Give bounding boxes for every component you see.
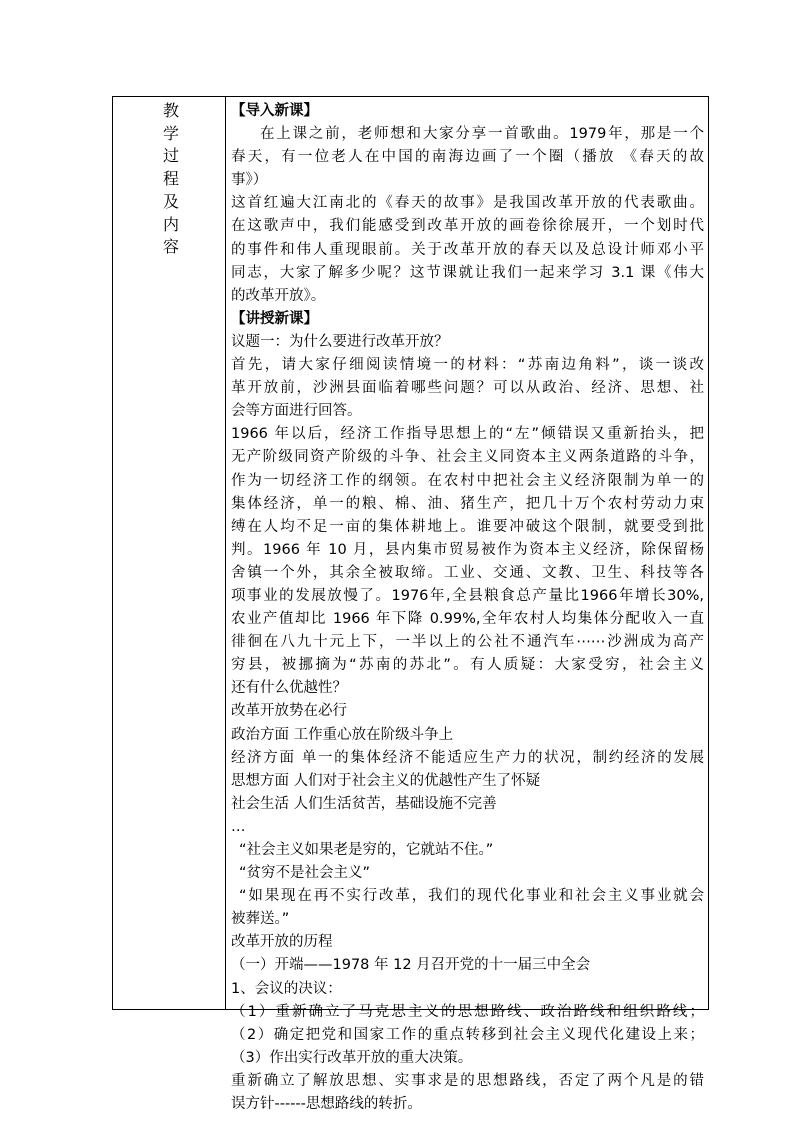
text-line: 农业产值却比 1966 年下降 0.99%,全年农村人均集体分配收入一直 [231, 611, 704, 628]
section-label-char: 学 [162, 123, 179, 143]
lesson-table [112, 96, 709, 1113]
text-line: （一）开端——1978 年 12 月召开党的十一届三中全会 [231, 957, 591, 974]
section-label-char: 过 [162, 146, 179, 166]
text-line: 事》） [231, 172, 268, 189]
text-line: 1966 年以后，经济工作指导思想上的“左”倾错误又重新抬头，把 [231, 426, 704, 443]
text-line: “如果现在再不实行改革，我们的现代化事业和社会主义事业就会 [239, 888, 704, 905]
text-line: 还有什么优越性？ [231, 680, 347, 697]
text-line: 的改革开放》。 [231, 287, 326, 304]
lesson-content [231, 100, 704, 1116]
text-line: 在上课之前，老师想和大家分享一首歌曲。1979年，那是一个 [260, 126, 704, 143]
section-label-cell [113, 97, 225, 1009]
column-divider [225, 97, 226, 1009]
text-line: （1）重新确立了马克思主义的思想路线、政治路线和组织路线； [231, 1003, 704, 1020]
text-line: 同志，大家了解多少呢？这节课就让我们一起来学习 3.1 课《伟大 [231, 264, 704, 281]
text-line: 舍镇一个外，其余全被取缔。工业、交通、文教、卫生、科技等各 [231, 564, 704, 581]
text-line: （3）作出实行改革开放的重大决策。 [231, 1049, 473, 1066]
text-line: 穷县，被挪摘为“苏南的苏北”。有人质疑：大家受穷，社会主义 [231, 657, 704, 674]
section-label-char: 及 [162, 191, 179, 211]
section-label-char: 容 [162, 237, 179, 257]
text-line: 经济方面 单一的集体经济不能适应生产力的状况，制约经济的发展 [231, 749, 704, 766]
text-line: 议题一：为什么要进行改革开放？ [231, 333, 449, 350]
text-line: 误方针------思想路线的转折。 [231, 1096, 422, 1113]
text-line: “社会主义如果老是穷的，它就站不住。” [239, 842, 494, 858]
text-line: 会等方面进行回答。 [231, 403, 362, 420]
section-label-char: 程 [162, 169, 179, 189]
section-label-char: 内 [162, 214, 179, 234]
text-line: 改革开放势在必行 [231, 703, 347, 720]
text-line: 春天，有一位老人在中国的南海边画了一个圈（播放 《春天的故 [231, 149, 704, 166]
text-line: 被葬送。” [231, 911, 290, 928]
section-heading: 【讲授新课】 [231, 310, 318, 327]
text-line: （2）确定把党和国家工作的重点转移到社会主义现代化建设上来； [231, 1026, 704, 1043]
text-line: 判。1966 年 10 月，县内集市贸易被作为资本主义经济，除保留杨 [231, 541, 704, 558]
text-line: 革开放前，沙洲县面临着哪些问题？可以从政治、经济、思想、社 [231, 380, 704, 397]
text-line: 集体经济，单一的粮、棉、油、猪生产，把几十万个农村劳动力束 [231, 495, 704, 512]
text-line: 作为一切经济工作的纲领。在农村中把社会主义经济限制为单一的 [231, 472, 704, 489]
text-line: 社会生活 人们生活贫苦，基础设施不完善 [231, 795, 497, 812]
text-line: 改革开放的历程 [231, 934, 333, 951]
text-line: 思想方面 人们对于社会主义的优越性产生了怀疑 [231, 772, 541, 789]
text-line: 政治方面 工作重心放在阶级斗争上 [231, 726, 454, 743]
section-heading: 【导入新课】 [231, 103, 318, 119]
text-line: 这首红遍大江南北的《春天的故事》是我国改革开放的代表歌曲。 [231, 195, 704, 212]
text-line: 的事件和伟人重现眼前。关于改革开放的春天以及总设计师邓小平 [231, 241, 704, 258]
text-line: 徘徊在八九十元上下，一半以上的公社不通汽车⋯⋯沙洲成为高产 [231, 634, 704, 651]
text-line: 在这歌声中，我们能感受到改革开放的画卷徐徐展开，一个划时代 [231, 218, 704, 235]
text-line: 1、会议的决议： [231, 980, 342, 997]
text-line: … [231, 818, 246, 835]
text-line: 重新确立了解放思想、实事求是的思想路线，否定了两个凡是的错 [231, 1072, 704, 1089]
text-line: 首先，请大家仔细阅读情境一的材料：“苏南边角料”，谈一谈改 [231, 357, 704, 374]
text-line: 缚在人均不足一亩的集体耕地上。谁要冲破这个限制，就要受到批 [231, 518, 704, 535]
section-label-char: 教 [162, 101, 179, 120]
section-label [162, 100, 180, 259]
text-line: “贫穷不是社会主义” [239, 865, 371, 882]
text-line: 无产阶级同资产阶级的斗争、社会主义同资本主义两条道路的斗争， [231, 449, 704, 466]
text-line: 项事业的发展放慢了。1976年,全县粮食总产量比1966年增长30%, [231, 587, 704, 604]
